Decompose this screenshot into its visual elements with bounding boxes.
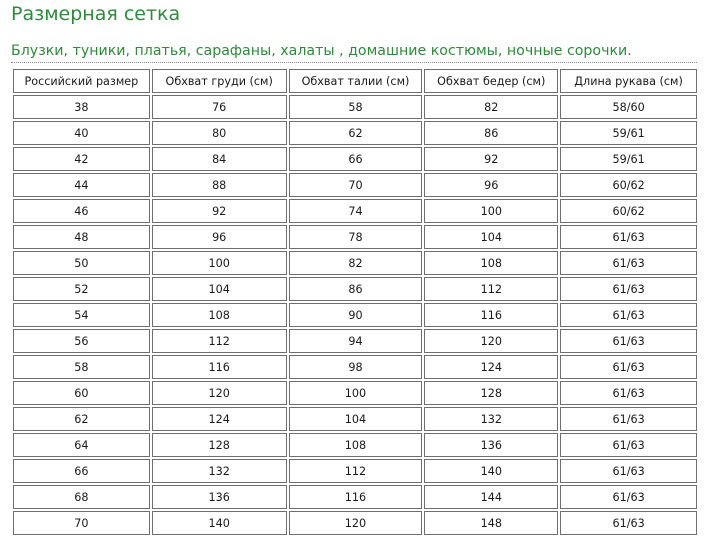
table-row [13, 251, 697, 275]
table-row [13, 459, 697, 483]
cell-sleeve-length: 60/62 [560, 173, 697, 197]
cell-russian-size: 54 [13, 303, 150, 327]
cell-hips: 144 [424, 485, 558, 509]
cell-waist: 90 [289, 303, 423, 327]
table-row [13, 355, 697, 379]
cell-waist: 62 [289, 121, 423, 145]
cell-waist: 70 [289, 173, 423, 197]
header-hips: Обхват бедер (см) [424, 69, 558, 93]
cell-hips: 148 [424, 511, 558, 535]
cell-russian-size: 66 [13, 459, 150, 483]
cell-russian-size: 70 [13, 511, 150, 535]
cell-bust: 104 [152, 277, 287, 301]
cell-sleeve-length: 61/63 [560, 251, 697, 275]
cell-russian-size: 40 [13, 121, 150, 145]
cell-sleeve-length: 61/63 [560, 355, 697, 379]
cell-hips: 92 [424, 147, 558, 171]
cell-bust: 112 [152, 329, 287, 353]
table-row [13, 147, 697, 171]
cell-russian-size: 48 [13, 225, 150, 249]
cell-sleeve-length: 61/63 [560, 303, 697, 327]
cell-russian-size: 60 [13, 381, 150, 405]
cell-sleeve-length: 61/63 [560, 381, 697, 405]
header-sleeve-length: Длина рукава (см) [560, 69, 697, 93]
table-row [13, 199, 697, 223]
cell-waist: 104 [289, 407, 423, 431]
cell-hips: 140 [424, 459, 558, 483]
table-row [13, 225, 697, 249]
table-row [13, 407, 697, 431]
cell-sleeve-length: 59/61 [560, 147, 697, 171]
cell-russian-size: 42 [13, 147, 150, 171]
page-title: Размерная сетка [11, 3, 181, 25]
cell-waist: 120 [289, 511, 423, 535]
cell-russian-size: 52 [13, 277, 150, 301]
cell-bust: 100 [152, 251, 287, 275]
cell-sleeve-length: 61/63 [560, 511, 697, 535]
cell-russian-size: 44 [13, 173, 150, 197]
cell-russian-size: 50 [13, 251, 150, 275]
table-row [13, 121, 697, 145]
table-row [13, 95, 697, 119]
cell-hips: 132 [424, 407, 558, 431]
header-waist: Обхват талии (см) [289, 69, 423, 93]
cell-waist: 78 [289, 225, 423, 249]
table-row [13, 277, 697, 301]
cell-hips: 112 [424, 277, 558, 301]
cell-bust: 92 [152, 199, 287, 223]
cell-sleeve-length: 59/61 [560, 121, 697, 145]
cell-hips: 96 [424, 173, 558, 197]
header-russian-size: Российский размер [13, 69, 150, 93]
cell-sleeve-length: 61/63 [560, 459, 697, 483]
cell-russian-size: 46 [13, 199, 150, 223]
table-row [13, 303, 697, 327]
size-table [11, 67, 699, 537]
cell-sleeve-length: 61/63 [560, 407, 697, 431]
cell-hips: 82 [424, 95, 558, 119]
cell-hips: 100 [424, 199, 558, 223]
cell-bust: 132 [152, 459, 287, 483]
cell-russian-size: 68 [13, 485, 150, 509]
cell-bust: 136 [152, 485, 287, 509]
cell-bust: 128 [152, 433, 287, 457]
cell-sleeve-length: 61/63 [560, 329, 697, 353]
cell-russian-size: 56 [13, 329, 150, 353]
cell-waist: 98 [289, 355, 423, 379]
cell-sleeve-length: 61/63 [560, 433, 697, 457]
cell-hips: 136 [424, 433, 558, 457]
size-table-body [13, 95, 697, 535]
dotted-divider [11, 62, 697, 63]
table-row [13, 433, 697, 457]
cell-waist: 112 [289, 459, 423, 483]
cell-waist: 66 [289, 147, 423, 171]
cell-russian-size: 58 [13, 355, 150, 379]
cell-hips: 124 [424, 355, 558, 379]
cell-waist: 86 [289, 277, 423, 301]
cell-hips: 116 [424, 303, 558, 327]
cell-bust: 76 [152, 95, 287, 119]
cell-bust: 116 [152, 355, 287, 379]
cell-waist: 74 [289, 199, 423, 223]
table-row [13, 329, 697, 353]
cell-russian-size: 64 [13, 433, 150, 457]
cell-bust: 120 [152, 381, 287, 405]
cell-sleeve-length: 61/63 [560, 277, 697, 301]
cell-bust: 84 [152, 147, 287, 171]
cell-hips: 108 [424, 251, 558, 275]
table-row [13, 381, 697, 405]
cell-waist: 116 [289, 485, 423, 509]
cell-sleeve-length: 61/63 [560, 485, 697, 509]
cell-russian-size: 38 [13, 95, 150, 119]
table-row [13, 485, 697, 509]
cell-waist: 94 [289, 329, 423, 353]
cell-waist: 58 [289, 95, 423, 119]
cell-sleeve-length: 61/63 [560, 225, 697, 249]
cell-hips: 128 [424, 381, 558, 405]
page-subtitle: Блузки, туники, платья, сарафаны, халаты , домашние костюмы, ночные сорочки. [11, 43, 632, 59]
cell-sleeve-length: 60/62 [560, 199, 697, 223]
cell-sleeve-length: 58/60 [560, 95, 697, 119]
table-row [13, 173, 697, 197]
cell-bust: 80 [152, 121, 287, 145]
cell-hips: 86 [424, 121, 558, 145]
cell-waist: 100 [289, 381, 423, 405]
cell-bust: 88 [152, 173, 287, 197]
cell-bust: 96 [152, 225, 287, 249]
table-row [13, 511, 697, 535]
table-header-row [13, 69, 697, 93]
cell-hips: 120 [424, 329, 558, 353]
cell-bust: 124 [152, 407, 287, 431]
cell-russian-size: 62 [13, 407, 150, 431]
cell-bust: 108 [152, 303, 287, 327]
cell-waist: 108 [289, 433, 423, 457]
cell-waist: 82 [289, 251, 423, 275]
cell-bust: 140 [152, 511, 287, 535]
header-bust: Обхват груди (см) [152, 69, 287, 93]
cell-hips: 104 [424, 225, 558, 249]
